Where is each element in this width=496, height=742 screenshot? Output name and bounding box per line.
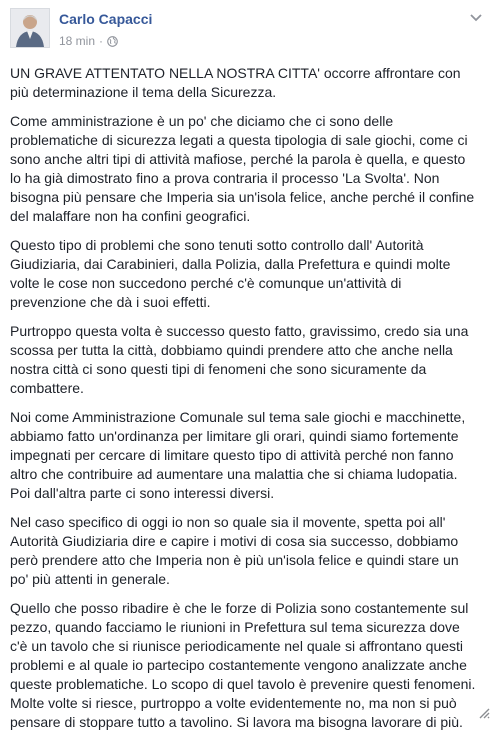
post-header [10,8,486,56]
meta-separator: · [99,34,104,48]
author-name[interactable]: Carlo Capacci [59,11,153,27]
post-paragraph: Noi come Amministrazione Comunale sul tema sale giochi e macchinette, abbiamo fatto un'ordinanza per limitare gli orari, quindi siamo fortemente impegnati per cercare di limitare questo tipo di attività perché non fanno altro che contribuire ad aumentare una malattia che si chiama ludopatia. Poi dall'altra parte ci sono interessi diversi. [10,409,466,501]
avatar[interactable] [10,8,50,48]
post-paragraph: Purtroppo questa volta è successo questo fatto, gravissimo, credo sia una scossa per tutta la città, dobbiamo quindi prendere atto che anche nella nostra città ci sono questi tipi di fenomeni che sono sicuramente da combattere. [10,323,469,396]
post-body [10,64,476,742]
post-paragraph: Come amministrazione è un po' che diciamo che ci sono delle problematiche di sicurezza legati a questa tipologia di sale giochi, come ci sono anche altri tipi di attività mafiose, perché la parola è quella, e questo lo ha già dimostrato fino a prova contraria il processo 'La Svolta'. Non bisogna più pensare che Imperia sia un'isola felice, anche perché il confine del malaffare non ha confini geografici. [10,113,475,224]
resize-icon[interactable] [470,699,496,725]
post-meta [59,34,118,48]
avatar-image [11,9,49,47]
post-paragraph: Questo tipo di problemi che sono tenuti sotto controllo dall' Autorità Giudiziaria, dai Carabinieri, dalla Polizia, dalla Prefettura e quindi molte volte le cose non succedono perché c'è comunque un'attività di prevenzione che dà i suoi effetti. [10,237,451,310]
chevron-down-icon[interactable] [468,10,484,26]
globe-icon[interactable] [107,36,118,47]
post-paragraph: Nel caso specifico di oggi io non so quale sia il movente, spetta poi all' Autorità Giudiziaria dire e capire i motivi di cosa sia successo, dobbiamo però prendere atto che Imperia non è più un'isola felice e quindi stare un po' più attenti in generale. [10,514,459,587]
post-paragraph: UN GRAVE ATTENTATO NELLA NOSTRA CITTA' occorre affrontare con più determinazione il tema della Sicurezza. [10,65,461,100]
post-paragraph: Quello che posso ribadire è che le forze di Polizia sono costantemente sul pezzo, quando facciamo le riunioni in Prefettura sul tema sicurezza dove c'è un tavolo che si riunisce periodicamente nel quale si affrontano questi problemi e al quale io partecipo costantemente vengono analizzate anche queste problematiche. Lo scopo di quel tavolo è prevenire questi fenomeni. Molte volte si riesce, purtroppo a volte evidentemente no, ma non si può pensare di stoppare tutto a tavolino. Si lavora ma bisogna lavorare di più. [10,600,476,730]
post-timestamp[interactable]: 18 min [59,34,96,48]
